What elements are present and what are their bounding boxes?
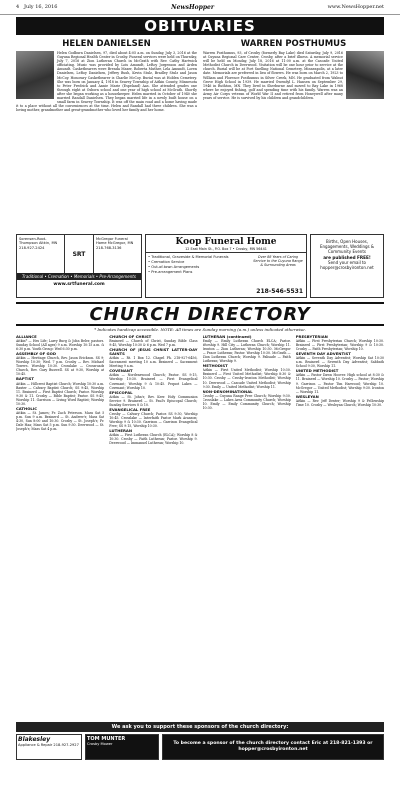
section-text: Aitkin — First United Methodist; Worship 10:30. Brainerd — First United Methodist; Worship 8:30 & 10:30. Crosby — Crosby-Ironton Methodist; Worship 10. Deerwood — Cascade United Methodist; Worship 9:30. Emily — United Methodist; Worship 11. <box>202 368 291 389</box>
srt-left-text: Sorensen-Root-Thompson Aitkin, MN 218-927-2424 <box>19 237 58 250</box>
sponsor-line: Crosby Mower <box>87 742 113 746</box>
births-line: Births, Open Houses, Engagements, Weddings & Community Events <box>319 239 375 255</box>
church-directory-listings <box>16 334 384 719</box>
koop-title: Koop Funeral Home <box>175 237 277 247</box>
church-directory-note: * Indicates handicap accessible. NOTE: All times are Sunday morning (a.m.) unless indicated otherwise. <box>94 327 306 332</box>
srt-tagline: Traditional • Cremation • Memorials • Pre-Arrangements <box>17 273 141 280</box>
sponsor-banner: We ask you to support these sponsors of the church directory: <box>16 722 384 732</box>
become-sponsor-email[interactable]: hopper@crosbyironton.net <box>238 747 308 752</box>
free-announcements-ad <box>310 234 384 298</box>
obituary-text: Warren Posthumus, 93, of Crosby (formerly Bay Lake) died Saturday, July 9, 2016 at Cuyuna Regional Care Center, Crosby, after a brief illness. A memorial service will be held on Monday, July 18, 2016 at 11:00 a.m. at the Cascade United Methodist Church in Deerwood. Visitation will be one hour prior to service at the church. Burial will be at Fort Snelling National Cemetery, Minneapolis, at a later date. Memorials are preferred in lieu of flowers. He was born on March 2, 1923 to William and Florence Posthumus in Silver Creek, MN. He graduated from Walnut Grove High School in 1939. He married Gwendyl L. Hansen on September 29, 1946 in Ruthton, MN. They lived in Sherburne and moved to Bay Lake in 1968 where he enjoyed fishing, golf and spending time with his family. Warren was an Army Air Corps veteran of World War II and retired from Honeywell after many years of service. He is survived by his children and grandchildren. <box>203 51 343 101</box>
page-number-date: 4 July 16, 2016 <box>16 4 58 10</box>
section-text: Aitkin — First Lutheran Church (ELCA); Worship 8 & 10:30. Crosby — Faith Lutheran; Pastor. Worship 9. Deerwood — Immanuel Lutheran; Worship 10. <box>109 433 198 446</box>
page-header <box>0 0 400 15</box>
section-head: ALLIANCE <box>16 334 37 339</box>
service-item: • Pre-arrangement Plans <box>148 270 193 274</box>
section-text: Crosby — Calvary Church; Pastor. SS 9:30, Worship 10:45. Crosslake — Interfaith Pastor Mark Aranson; Worship 9 & 10:30. Garrison — Garrison Evangelical Free; SS 9:15, Worship 10:30. <box>109 411 198 428</box>
koop-note: Over 88 Years of Caring Service to the Cuyuna Range & Surrounding Areas <box>253 255 303 267</box>
sponsor-name: Blakesley <box>18 736 51 743</box>
become-sponsor-ad[interactable] <box>162 734 384 760</box>
obituary-danielsen <box>16 39 197 231</box>
section-text: Aitkin — Seventh Day Adventist; Worship Sat 10:30 a.m. Brainerd — Seventh Day Adventist; Sabbath School 9:30, Worship 11. <box>295 356 384 369</box>
directory-column-3 <box>203 334 291 719</box>
koop-services-list <box>146 253 250 288</box>
section-text: Aitkin — St. John's; Rev. Kerr. Holy Communion Service 9. Brainerd — St. Paul's Episcopal Church; Sunday Services 8 & 10. <box>109 394 198 407</box>
site-url: www.NewsHopper.net <box>327 4 384 10</box>
section-text: Aitkin — Heritage Church, Rev. Jason Erickson. SS 9; Worship 10:30; Wed. 7 p.m. Crosby — Rev. Michael Towers. Worship 10:30. Crosslake — Crossroads Church, Rev. Gary Buswell. SS at 9:30, Worship at 10:45. <box>16 356 105 377</box>
sponsor-name: TOM MUNTER <box>87 736 126 742</box>
section-head: CATHOLIC <box>16 405 38 411</box>
srt-url[interactable]: www.srtfuneral.com <box>53 282 105 287</box>
births-free: are published FREE! <box>323 254 371 260</box>
obituaries-banner: OBITUARIES <box>16 17 384 35</box>
section-text: Aitkin — Rev. Jeff Dexter; Worship 9 & Fellowship Time 10. Crosby — Wesleyan Church; Worship 10:30. <box>295 398 384 407</box>
sponsor-crosby-mower[interactable] <box>85 734 159 760</box>
obituary-posthumus <box>203 39 384 231</box>
section-head: LUTHERAN <box>109 428 133 434</box>
section-head: BAPTIST <box>16 376 34 382</box>
directory-column-2 <box>109 334 197 719</box>
sponsors-row <box>16 734 384 760</box>
koop-phone: 218-546-5531 <box>256 288 303 295</box>
section-head: NON-DENOMINATIONAL <box>202 388 253 394</box>
section-head: WESLEYAN <box>295 393 319 399</box>
funeral-ads-row <box>16 234 384 298</box>
sponsor-blakesley[interactable] <box>16 734 82 760</box>
section-text: Aitkin — First Presbyterian Church; Worship 10:30. Brainerd — First Presbyterian; Worship 9 & 10:30. Crosby — Faith Presbyterian; Worship 10. <box>295 339 384 352</box>
section-head: COVENANT <box>109 368 133 374</box>
section-text: Aitkin — St. James; Fr. Zach Peterson. Mass Sat 5 p.m. Sun 9 a.m. Brainerd — St. Andrew's; Mass Sat 4:30, Sun 8:00 and 10:30. Crosby — St. Joseph's; Fr. Dale Haa; Mass Sat 5 p.m. Sun 9:30. Deerwood — St. Joseph's; Mass Sat 4 p.m. <box>16 410 105 432</box>
obituaries-section <box>16 39 384 231</box>
section-head: EVANGELICAL FREE <box>109 406 151 412</box>
srt-funeral-ad[interactable] <box>16 234 142 298</box>
section-text: Emily — Emily Lutheran Church ELCA; Pastor. Worship 9. Hill City — Lutheran Church; Worship 11. Ironton — Zion Lutheran; Worship 10:30. McGregor — Peace Lutheran; Pastor. Worship 10:30. McGrath — Zion Lutheran Church; Worship 9. Palisade — Faith Lutheran; Worship 9. <box>202 339 291 364</box>
koop-address: 12 East Main St., P.O. Box 7 • Crosby, MN 56441 <box>146 247 306 253</box>
sponsor-line: Appliance & Repair 218-927-2927 <box>18 743 79 747</box>
directory-column-4 <box>296 334 384 719</box>
obituary-name: WARREN POSTHUMUS <box>240 39 347 49</box>
masthead: NewsHopper <box>171 3 214 11</box>
service-item: • Traditional, Graveside & Memorial Funerals <box>148 255 229 259</box>
section-text: Crosby — Cuyuna Range Free Church; Worship 9:30. Crosslake — Lakes Area Community Church; Worship 10. Emily — Emily Community Church; Worship 10:30. <box>202 393 291 410</box>
section-text: Aitkin — Nordenswood Church; Pastor. SS 9:15, Worship 10:30. Brainerd — First Evangelical Covenant; Worship 9 & 10:45. Pequot Lakes — Covenant; Worship 10. <box>109 373 198 390</box>
section-head: PRESBYTERIAN <box>295 334 328 339</box>
section-head: CHURCH OF JESUS CHRIST LATTER-DAY SAINTS <box>109 347 198 357</box>
section-head: UNITED METHODIST <box>295 368 339 374</box>
section-head: LUTHERAN (continued) <box>202 334 252 339</box>
koop-funeral-ad[interactable] <box>145 234 307 298</box>
srt-right-text: McGregor Funeral Home McGregor, MN 218-768-3136 <box>96 237 134 250</box>
become-sponsor-text: To become a sponsor of the church directory contact Eric at 218-821-1393 or <box>173 741 373 746</box>
section-head: METHODIST <box>202 363 228 369</box>
section-head: ASSEMBLY OF GOD <box>16 351 57 357</box>
portrait-photo <box>16 51 54 99</box>
directory-column-1 <box>16 334 104 719</box>
service-item: • Out-of-town Arrangements <box>148 265 200 269</box>
section-text: Aitkin — Pastor Dawn Hoover. High school at 8:30 & 11. Brainerd — Worship 10. Crosby — Pastor; Worship 9. Garrison — Pastor Tim Harwood; Worship 10. McGregor — United Methodist; Worship 9:30. Ironton — Worship 11. <box>295 373 384 394</box>
section-head: SEVENTH DAY ADVENTIST <box>295 351 351 357</box>
births-email[interactable]: Send your email to hopper@crosbyironton.net <box>320 259 374 271</box>
obituary-text: Helen Godburn Danielsen, 97, died about 4:05 a.m. on Sunday, July 3, 2016 at the Guyuna Regional Health Center in Crosby. Funeral services were held on Thursday, July 7, 2016 at Zion Lutheran Church in McGrath with Rev. Cathy Hartwick officiating. Music was provided by Lois Amundt, LeRoy Jorgenson and Arden Amundt. Casketbearers were Brenda Mazer, Roberta Muther, Lela Amundt, Loren Danielsen, LeRoy Danielsen, Jeffrey Bush, Kevin Stulz, Bradley Stulz and Jason McCoy. Honorary Casketbearer is Charlie McCoy. Burial was at Holden Cemetery. She was born on January 4, 1918 in Seavey Township of Aitkin County, Minnesota to Peter Fredrick and Annie Marie (Espeland) Aas. She attended grades one through eight at Osborn school and one year of high school at McGrath. Shortly after she began working as a housekeeper. Helen married in October of 1940 she married Randall Danielsen. They began married life in a newly built house on a small farm in Seavey Township. It was off the main road and a home having made it to a place without all the conveniences at the time. Helen and Randall had three children. She was a loving mother, grandmother and great-grandmother who loved her family and her home. <box>16 51 197 113</box>
portrait-photo <box>346 51 384 99</box>
service-item: • Cremation Service <box>148 260 185 264</box>
church-directory-banner: CHURCH DIRECTORY <box>16 302 384 326</box>
srt-logo: SRT <box>64 235 94 273</box>
section-head: EPISCOPAL <box>109 389 133 395</box>
section-text: Aitkin — Hillcrest Baptist Church; Worship 10:30 a.m. Baxter — Calvary Baptist Church; SS 9:45, Worship 11. Brainerd — First Baptist Church; Pastor. Worship 9:30 & 11. Crosby — Bible Baptist; Pastor. SS 9:45; Worship 11. Garrison — Living Word Baptist; Worship 10:30. <box>16 381 105 406</box>
section-text: Aitkin* — Hes Life; Larry Burg & John Beler, pastors. Sunday School (All ages) 9 a.m. Worship 10:15 a.m. & 6:30 p.m. Youth Group: Wed 6:30 p.m. <box>16 339 105 352</box>
section-head: CHURCH OF CHRIST <box>109 334 152 339</box>
section-text: Brainerd — Church of Christ, Sunday Bible Class 9:45, Worship 10:30 & 6 p.m. Wed 7 p.m. <box>109 339 198 348</box>
obituary-name: HELEN DANIELSEN <box>62 39 151 49</box>
section-text: Aitkin — Rt. 1 Box 12. Chapel Ph. 218-927-6456, Sacrament meeting 10 a.m. Brainerd — Sacrament Meeting 9 a.m. <box>109 356 198 369</box>
